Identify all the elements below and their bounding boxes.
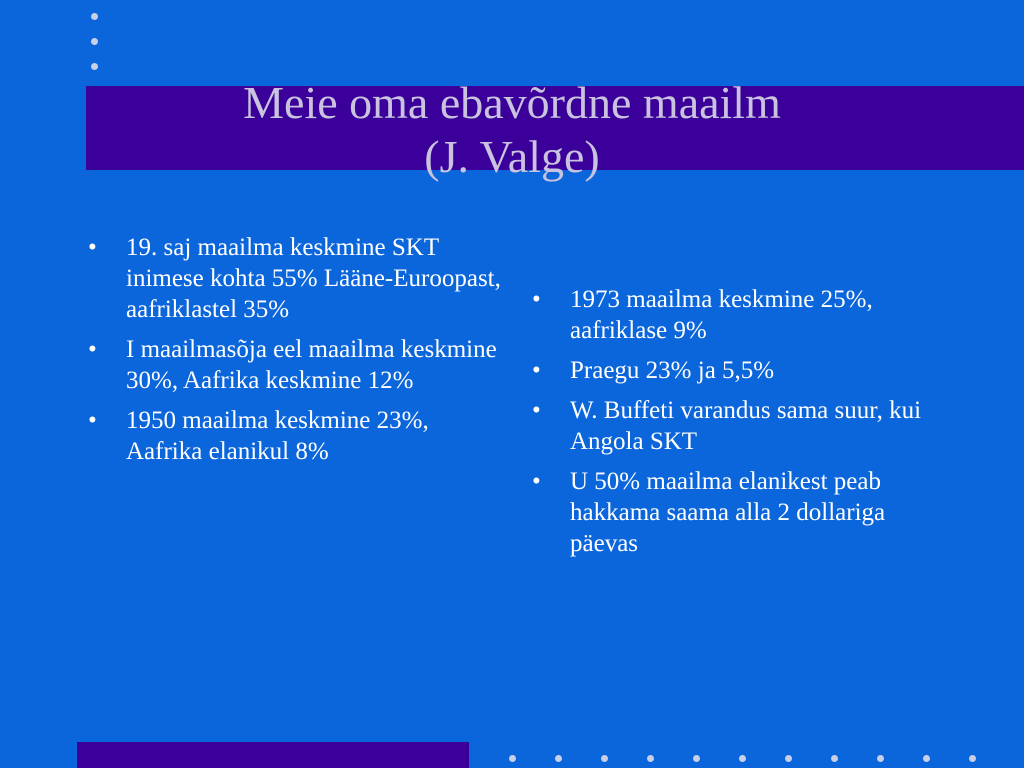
bullet-item <box>532 284 942 346</box>
title-line-1: Meie oma ebavõrdne maailm <box>243 77 781 128</box>
slide-title <box>120 76 904 184</box>
bullet-icon: • <box>88 336 97 363</box>
decor-dot <box>555 755 562 762</box>
bullet-item <box>88 334 508 396</box>
decor-dot <box>509 755 516 762</box>
bullet-icon: • <box>532 397 541 424</box>
decor-dot <box>693 755 700 762</box>
bullet-item <box>88 232 508 325</box>
decor-dot <box>923 755 930 762</box>
bullet-icon: • <box>88 407 97 434</box>
bullet-item <box>88 405 508 467</box>
bullet-item <box>532 466 942 559</box>
decor-dot <box>739 755 746 762</box>
decor-dot <box>91 13 98 20</box>
decor-dot <box>91 63 98 70</box>
bullet-text: U 50% maailma elanikest peab hakkama saama alla 2 dollariga päevas <box>570 468 886 557</box>
right-bullet-list <box>532 284 942 568</box>
decor-dot <box>831 755 838 762</box>
decor-dot <box>969 755 976 762</box>
decor-dot <box>91 38 98 45</box>
bullet-icon: • <box>532 468 541 495</box>
bullet-icon: • <box>532 286 541 313</box>
bullet-item <box>532 355 942 386</box>
bullet-text: W. Buffeti varandus sama suur, kui Angola SKT <box>570 397 922 455</box>
bullet-icon: • <box>532 357 541 384</box>
bottom-band <box>77 742 469 768</box>
bullet-text: Praegu 23% ja 5,5% <box>570 357 775 384</box>
bullet-text: 19. saj maailma keskmine SKT inimese kohta 55% Lääne-Euroopast, aafriklastel 35% <box>126 234 501 323</box>
decor-dot <box>785 755 792 762</box>
decor-dot <box>647 755 654 762</box>
bullet-icon: • <box>88 234 97 261</box>
bullet-text: 1973 maailma keskmine 25%, aafriklase 9% <box>570 286 873 344</box>
decor-dot <box>601 755 608 762</box>
bullet-text: 1950 maailma keskmine 23%, Aafrika elanikul 8% <box>126 407 429 465</box>
title-line-2: (J. Valge) <box>424 131 600 182</box>
bullet-text: I maailmasõja eel maailma keskmine 30%, Aafrika keskmine 12% <box>126 336 497 394</box>
decor-dot <box>877 755 884 762</box>
bullet-item <box>532 395 942 457</box>
left-bullet-list <box>88 232 508 476</box>
